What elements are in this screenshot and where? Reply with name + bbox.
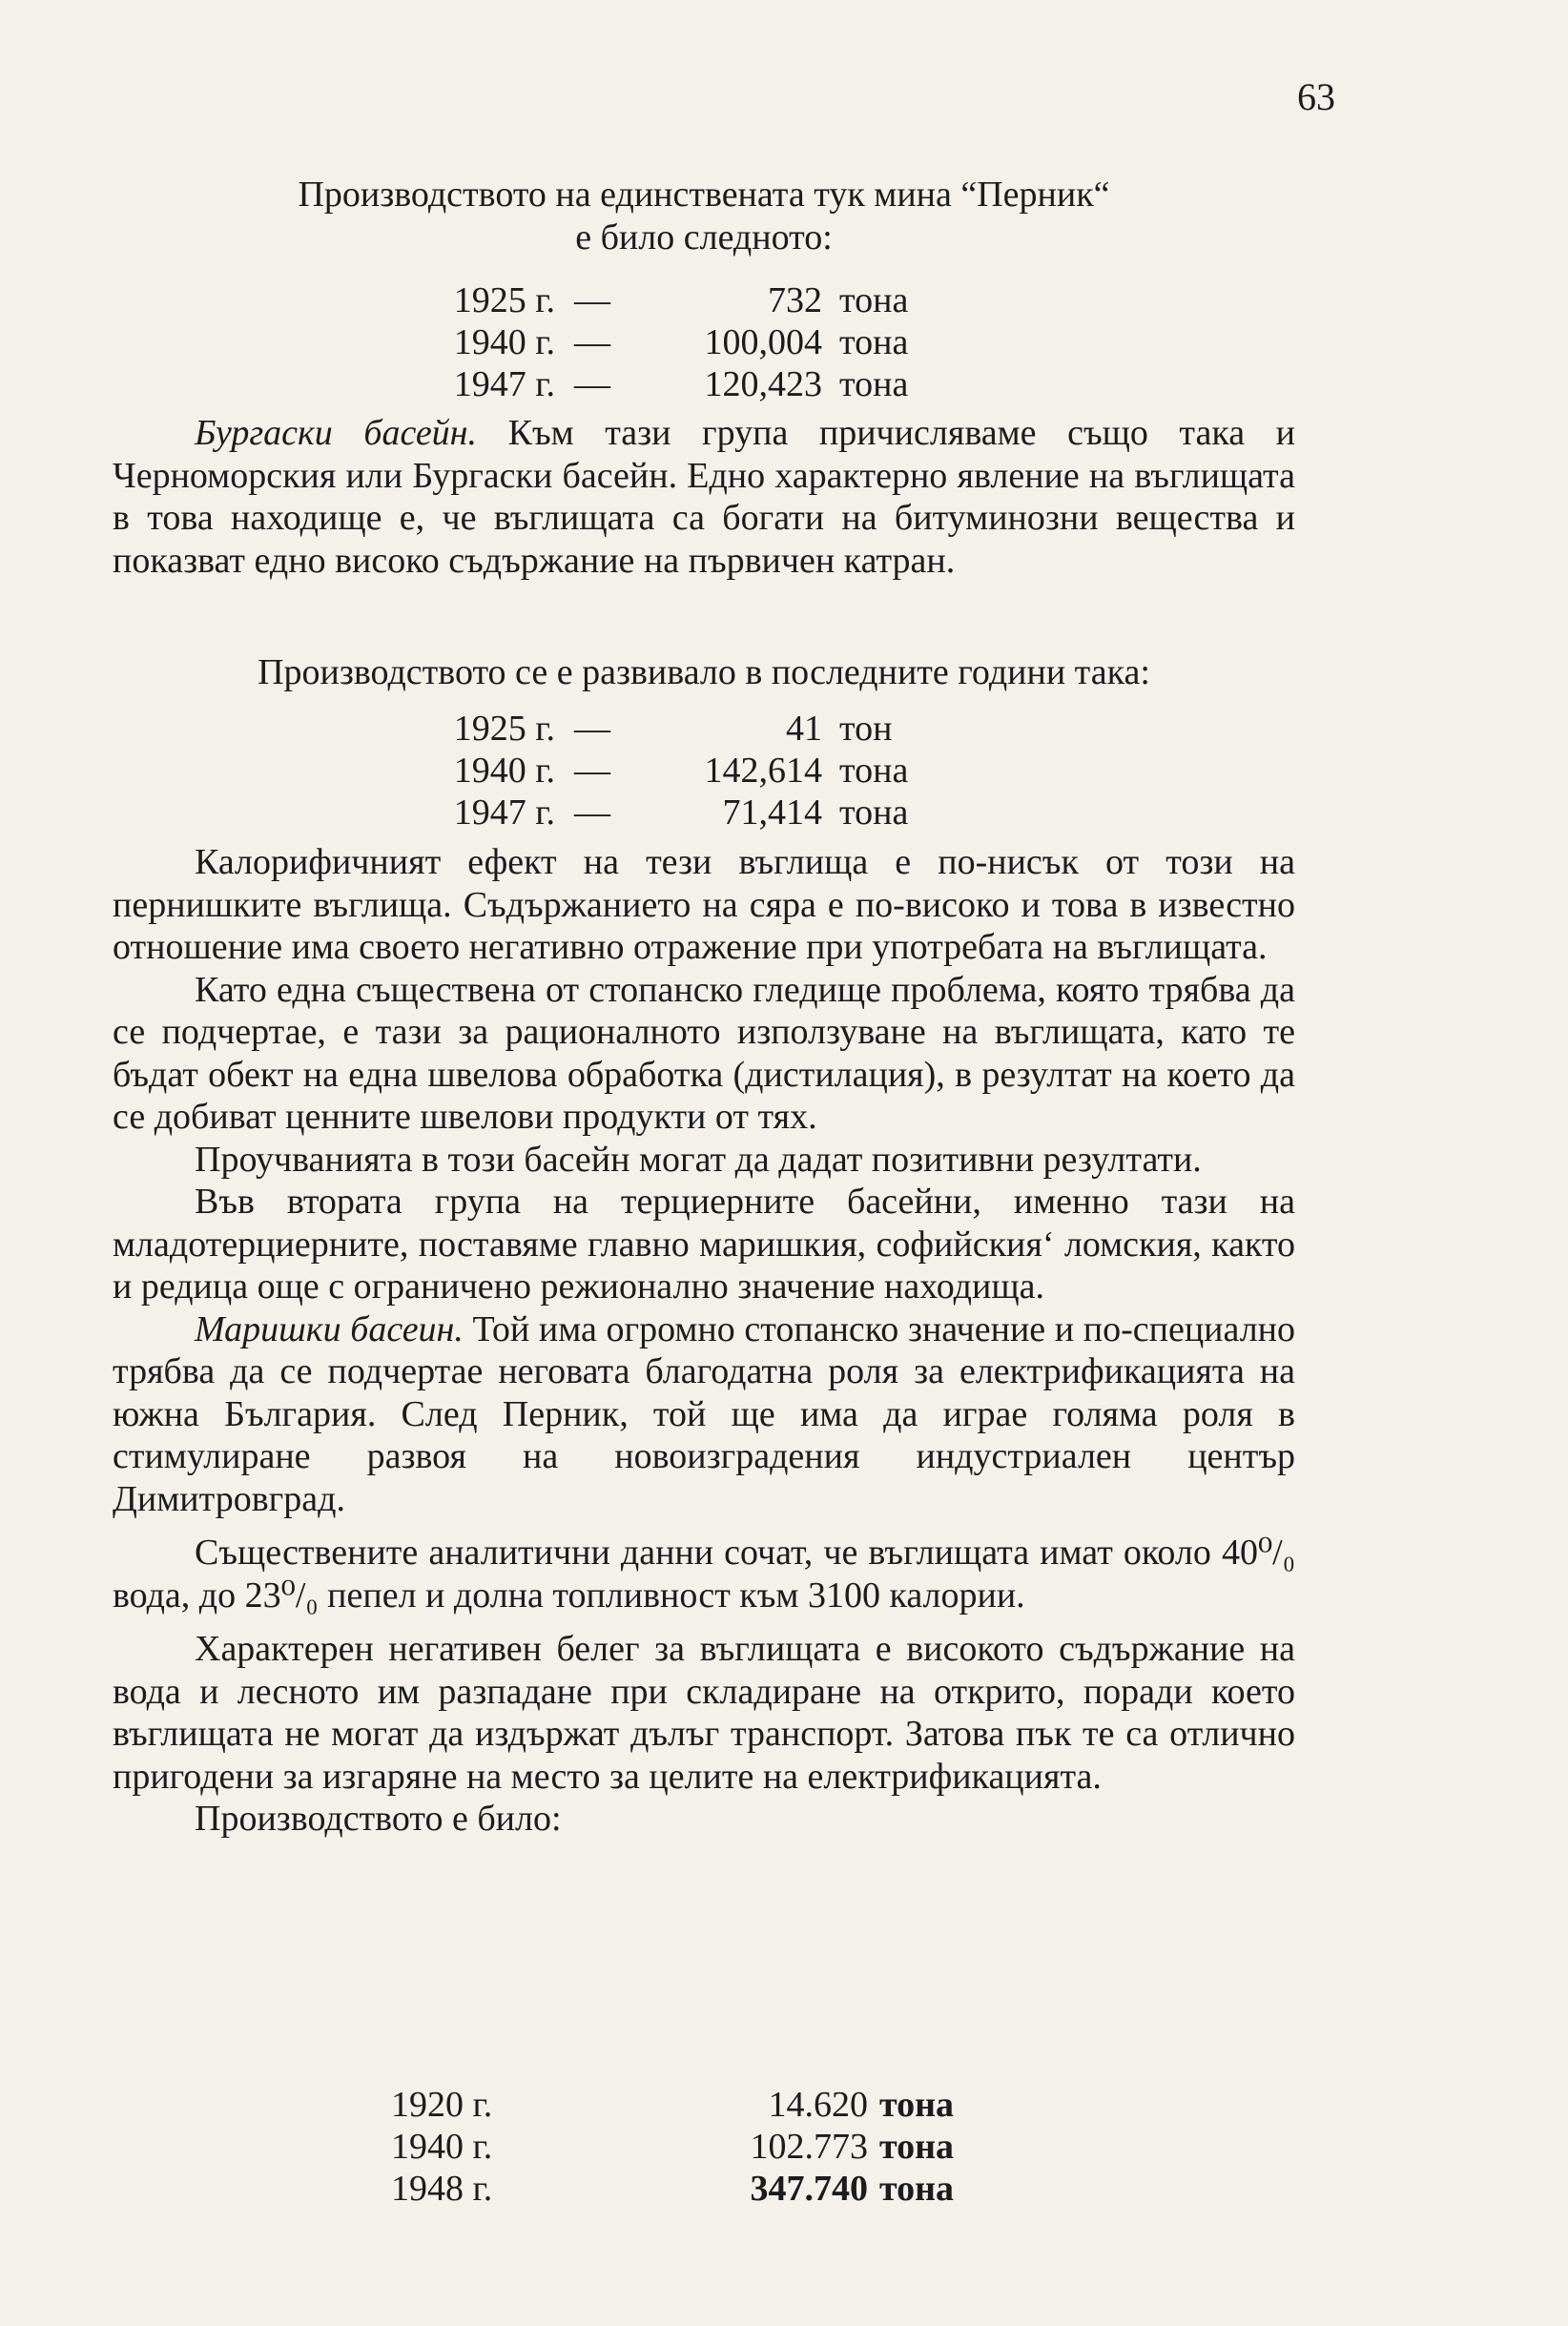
maritsa-text: Той има огромно стопанско значение и по-специално трябва да се подчертае неговата благодатна роля за електрификацията на южна България. След Перник, той ще има да играе голяма роля в стимулиране развоя на новоизградения индустриален център Димитровград. bbox=[113, 1308, 1295, 1519]
amount-cell: 102.773 bbox=[750, 2127, 868, 2167]
unit-cell: тона bbox=[839, 322, 909, 362]
burgas-paragraph bbox=[113, 412, 1295, 582]
production-table-pernik bbox=[441, 279, 956, 405]
heading-line-1: Производството на единствената тук мина “Перник“ bbox=[298, 175, 1110, 215]
analytic-paragraph: Съществените аналитични данни сочат, че въглищата имат около 40⁰/₀ вода, до 23⁰/₀ пепел и долна топливност към 3100 калории. bbox=[113, 1533, 1295, 1616]
table-row bbox=[441, 708, 956, 750]
unit-cell: тон bbox=[839, 709, 893, 749]
production-table-burgas bbox=[441, 708, 956, 834]
table-row bbox=[441, 363, 956, 405]
year-cell: 1925 г. bbox=[453, 280, 555, 320]
production-intro: Производството е било: bbox=[195, 1799, 562, 1839]
economic-paragraph: Като една съществена от стопанско гледище проблема, която трябва да се подчертае, е тази за рационалното използуване на въглищата, като те бъдат обект на една швелова обработка (дистилация), в резултат на което да се добиват ценните швелови продукти от тях. bbox=[113, 969, 1295, 1137]
amount-cell: 142,614 bbox=[704, 751, 822, 791]
studies-paragraph: Проучванията в този басейн могат да дадат позитивни резултати. bbox=[195, 1139, 1202, 1180]
table-row bbox=[391, 2126, 1001, 2168]
dash-cell: — bbox=[574, 792, 610, 833]
dash-cell: — bbox=[574, 322, 610, 362]
maritsa-paragraph bbox=[113, 1308, 1295, 1521]
dash-cell: — bbox=[574, 709, 610, 749]
production-table-maritsa bbox=[391, 2084, 1001, 2210]
dash-cell: — bbox=[574, 364, 610, 404]
heading-pernik-production bbox=[113, 174, 1295, 258]
unit-cell: тона bbox=[879, 2085, 955, 2125]
amount-cell: 120,423 bbox=[704, 364, 822, 404]
table-row bbox=[441, 792, 956, 834]
negative-paragraph: Характерен негативен белег за въглищата е високото съдържание на вода и лесното им разпадане при складиране на открито, поради което въглищата не могат да издържат дълъг транспорт. Затова пък те са отлично пригодени за изгаряне на место за целите на електрификацията. bbox=[113, 1629, 1295, 1797]
year-cell: 1920 г. bbox=[391, 2085, 493, 2125]
heading-line-2: е било следното: bbox=[575, 216, 833, 257]
year-cell: 1948 г. bbox=[391, 2169, 493, 2209]
unit-cell: тона bbox=[839, 751, 909, 791]
table-row bbox=[391, 2084, 1001, 2126]
year-cell: 1940 г. bbox=[391, 2127, 493, 2167]
table-row bbox=[441, 279, 956, 321]
amount-cell: 100,004 bbox=[704, 322, 822, 362]
table-row bbox=[391, 2168, 1001, 2210]
table-row bbox=[441, 321, 956, 363]
amount-cell: 41 bbox=[786, 709, 822, 749]
unit-cell: тона bbox=[879, 2127, 955, 2167]
page-number: 63 bbox=[1297, 75, 1335, 118]
year-cell: 1940 г. bbox=[453, 322, 555, 362]
dash-cell: — bbox=[574, 280, 610, 320]
body-text-block bbox=[113, 841, 1295, 1841]
unit-cell: тона bbox=[839, 792, 909, 833]
calorific-paragraph: Калорифичният ефект на тези въглища е по-нисък от този на пернишките въглища. Съдържанието на сяра е по-високо и това в известно отношение има своето негативно отражение при употребата на въглищата. bbox=[113, 842, 1295, 967]
heading-burgas-production bbox=[113, 651, 1295, 694]
year-cell: 1940 г. bbox=[453, 751, 555, 791]
table-row bbox=[441, 750, 956, 792]
burgas-basin-section bbox=[113, 412, 1295, 582]
maritsa-title: Маришки басеин. bbox=[195, 1308, 464, 1349]
burgas-title: Бургаски басейн. bbox=[195, 413, 478, 453]
year-cell: 1925 г. bbox=[453, 709, 555, 749]
unit-cell: тона bbox=[839, 280, 909, 320]
unit-cell: тона bbox=[879, 2169, 955, 2209]
heading-2: Производството се е развивало в последните години така: bbox=[258, 652, 1150, 692]
amount-cell: 347.740 bbox=[750, 2169, 868, 2209]
amount-cell: 732 bbox=[768, 280, 822, 320]
burgas-text: Към тази група причисляваме също така и Черноморския или Бургаски басейн. Едно характерно явление на въглищата в това находище е, че въглищата са богати на битуминозни вещества и показват едно високо съдържание на първичен катран. bbox=[113, 413, 1296, 581]
year-cell: 1947 г. bbox=[453, 792, 555, 833]
unit-cell: тона bbox=[839, 364, 909, 404]
amount-cell: 71,414 bbox=[722, 792, 822, 833]
second-group-paragraph: Във втората група на терциерните басейни, именно тази на младотерциерните, поставяме главно маришкия, софийския‘ ломския, както и редица още с ограничено режионално значение находища. bbox=[113, 1182, 1295, 1307]
amount-cell: 14.620 bbox=[768, 2085, 868, 2125]
dash-cell: — bbox=[574, 751, 610, 791]
year-cell: 1947 г. bbox=[453, 364, 555, 404]
